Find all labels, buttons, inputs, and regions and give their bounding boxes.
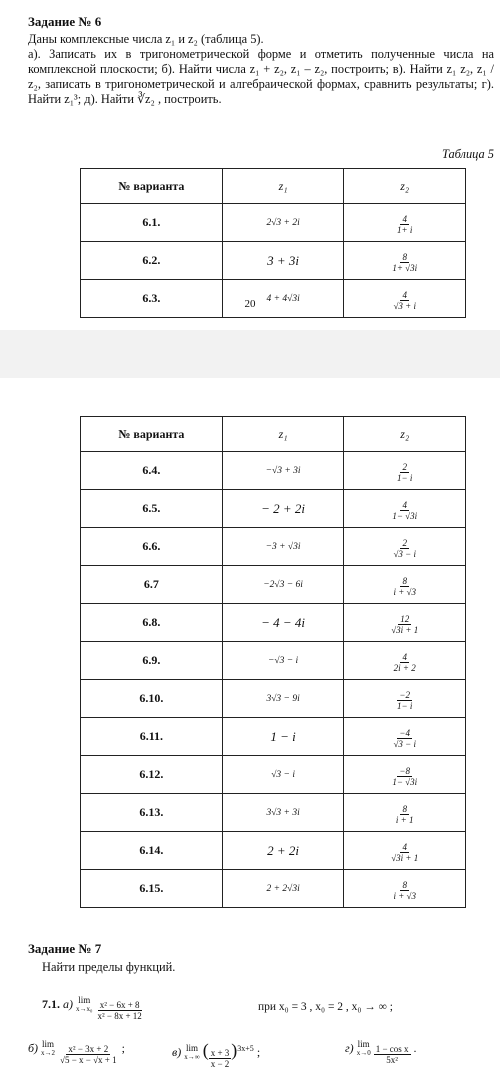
a-label: а) [63, 996, 73, 1011]
g-fraction [374, 1044, 411, 1065]
task7-section [0, 941, 500, 975]
variant-cell: 6.4. [81, 452, 223, 490]
z2-denominator: i + √3 [393, 890, 416, 901]
page-number: 20 [244, 298, 256, 310]
task6-line1: Даны комплексные числа z₁ и z₂ (таблица 5). [28, 32, 264, 46]
z2-denominator: 1− √3i [392, 510, 418, 521]
z2-numerator: 12 [400, 613, 410, 624]
header-variant: № варианта [81, 169, 223, 204]
z2-denominator: √3i + 1 [391, 624, 419, 635]
table-row [81, 204, 466, 242]
z2-denominator: 1− √3i [392, 776, 418, 787]
z1-cell: −√3 + 3i [222, 452, 344, 490]
lim-sub: x→x₀ [76, 1005, 93, 1013]
lim-text: lim [357, 1039, 370, 1049]
z2-cell [344, 718, 466, 756]
variant-cell: 6.8. [81, 604, 223, 642]
z2-fraction [389, 842, 420, 863]
z1-cell: − 4 − 4i [222, 604, 344, 642]
a-num: x² − 6x + 8 [99, 999, 140, 1010]
z1-cell: 3 + 3i [222, 242, 344, 280]
a-den: x² − 8x + 12 [97, 1010, 142, 1021]
variant-cell: 6.14. [81, 832, 223, 870]
z2-cell [344, 204, 466, 242]
variant-cell: 6.3. [81, 280, 223, 318]
z2-numerator: 8 [402, 803, 407, 814]
table-row [81, 566, 466, 604]
z2-cell [344, 832, 466, 870]
table-row [81, 642, 466, 680]
z2-denominator: 2i + 2 [393, 662, 416, 673]
g-label: г) [345, 1040, 354, 1055]
variant-cell: 6.12. [81, 756, 223, 794]
a-fraction [95, 1000, 143, 1021]
variant-cell: 6.7 [81, 566, 223, 604]
z2-numerator: −4 [399, 727, 410, 738]
table5-part1 [80, 168, 466, 318]
lim-text: lim [78, 995, 91, 1005]
z1-cell: −3 + √3i [222, 528, 344, 566]
item-label: 7.1. [42, 996, 60, 1011]
z2-denominator: √3 − i [393, 548, 416, 559]
z2-fraction [395, 214, 414, 235]
limit-v: в) lim x→∞ ( $\frac{x + 3}{x - 2}$ )$^{3x+5}$ ; [172, 1040, 261, 1069]
v-den: x − 2 [210, 1059, 230, 1069]
table-row [81, 718, 466, 756]
z1-cell: − 2 + 2i [222, 490, 344, 528]
z2-fraction [391, 538, 418, 559]
z2-fraction [394, 804, 416, 825]
variant-cell: 6.2. [81, 242, 223, 280]
task7-title: Задание № 7 [28, 941, 102, 956]
variant-cell: 6.9. [81, 642, 223, 680]
z2-numerator: 4 [402, 499, 407, 510]
paren-close: ) [231, 1040, 238, 1060]
z2-denominator: 1+ √3i [392, 262, 418, 273]
z2-fraction [395, 462, 414, 483]
z1-cell: 2 + 2i [222, 832, 344, 870]
z2-cell [344, 642, 466, 680]
v-label: в) [172, 1045, 182, 1059]
table-row [81, 604, 466, 642]
z2-cell [344, 528, 466, 566]
z1-cell: −√3 − i [222, 642, 344, 680]
z2-numerator: 8 [402, 575, 407, 586]
z2-cell [344, 566, 466, 604]
variant-cell: 6.15. [81, 870, 223, 908]
z2-cell [344, 490, 466, 528]
task6-line2: а). Записать их в тригонометрической форме и отметить полученные числа на комплексной плоскости; б). Найти числа z₁ + z₂, z₁ – z₂, построить; в). Найти z₁ z₂, z₁ / z₂, записать в тригонометрической и алгебраической формах, сравнить результаты; г). Найти z₁³; д). Найти ∛z₂ , построить. [28, 47, 494, 106]
z2-denominator: √3 − i [393, 738, 416, 749]
variant-cell: 6.5. [81, 490, 223, 528]
table-row [81, 242, 466, 280]
b-num: x² − 3x + 2 [68, 1043, 109, 1054]
table-row [81, 832, 466, 870]
z2-fraction [395, 690, 414, 711]
table-row [81, 794, 466, 832]
z2-denominator: 1− i [397, 700, 413, 711]
z2-cell [344, 242, 466, 280]
z2-denominator: i + √3 [393, 586, 416, 597]
z2-cell [344, 604, 466, 642]
header-z2: z₂ [344, 169, 466, 204]
limit-b: б) lim x→2 $\frac{\text{x² − 3x + 2}}{√5 - x - √x + 1}$ ; [28, 1039, 125, 1065]
b-den: √5 − x − √x + 1 [60, 1054, 117, 1065]
z2-cell [344, 756, 466, 794]
z2-fraction [391, 880, 418, 901]
z2-denominator: i + 1 [395, 814, 414, 825]
z1-cell: √3 − i [222, 756, 344, 794]
z2-fraction [390, 766, 419, 787]
z2-fraction [390, 500, 419, 521]
z2-fraction [391, 728, 418, 749]
v-num: x + 3 [210, 1048, 230, 1058]
variant-cell: 6.6. [81, 528, 223, 566]
z1-cell: 4 + 4√3i [222, 280, 344, 318]
z2-numerator: 4 [402, 841, 407, 852]
z2-numerator: −2 [399, 689, 410, 700]
lim-text: lim [185, 1043, 198, 1054]
z1-cell: 3√3 − 9i [222, 680, 344, 718]
z1-cell: −2√3 − 6i [222, 566, 344, 604]
paren-open: ( [202, 1040, 209, 1060]
variant-cell: 6.11. [81, 718, 223, 756]
table5-part2 [80, 416, 466, 908]
lim-sub: x→2 [41, 1049, 56, 1057]
g-num: 1 − cos x [375, 1043, 409, 1054]
z2-numerator: −8 [399, 765, 410, 776]
limit-a-condition: при x₀ = 3 , x₀ = 2 , x₀ → ∞ ; [258, 1001, 393, 1013]
table-row [81, 490, 466, 528]
task7-subtitle: Найти пределы функций. [42, 960, 176, 974]
v-fraction [209, 1048, 232, 1069]
page-gap [0, 330, 500, 378]
header-variant: № варианта [81, 417, 223, 452]
task6-section [0, 14, 500, 107]
z2-fraction [389, 614, 420, 635]
z2-numerator: 4 [402, 213, 407, 224]
z2-cell [344, 452, 466, 490]
table-caption: Таблица 5 [442, 147, 494, 161]
b-fraction [58, 1044, 119, 1065]
limit-g: г) lim x→0 $\frac{\text{1 − cos x}}{\text{5x²}}$ . [345, 1039, 417, 1065]
z2-numerator: 4 [402, 651, 407, 662]
z2-fraction [392, 652, 418, 673]
z2-cell [344, 680, 466, 718]
lim-text: lim [42, 1039, 55, 1049]
header-z1: z₁ [222, 417, 344, 452]
variant-cell: 6.10. [81, 680, 223, 718]
v-power: 3x+5 [237, 1044, 254, 1053]
g-den: 5x² [386, 1054, 398, 1065]
z2-cell [344, 870, 466, 908]
header-z1: z₁ [222, 169, 344, 204]
header-z2: z₂ [344, 417, 466, 452]
table-row [81, 452, 466, 490]
z2-numerator: 8 [402, 879, 407, 890]
z1-cell: 3√3 + 3i [222, 794, 344, 832]
table-row [81, 756, 466, 794]
z2-fraction [391, 576, 418, 597]
lim-sub: x→∞ [184, 1053, 200, 1062]
table-row [81, 870, 466, 908]
table-row [81, 680, 466, 718]
z2-cell [344, 794, 466, 832]
z1-cell: 2 + 2√3i [222, 870, 344, 908]
variant-cell: 6.13. [81, 794, 223, 832]
table-row [81, 528, 466, 566]
lim-sub: x→0 [356, 1049, 371, 1057]
z2-numerator: 2 [402, 537, 407, 548]
z2-denominator: 1+ i [397, 224, 413, 235]
limit-a [42, 996, 144, 1021]
z1-cell: 2√3 + 2i [222, 204, 344, 242]
z2-numerator: 4 [402, 289, 407, 300]
z2-denominator: √3 + i [393, 300, 416, 311]
z2-numerator: 8 [402, 251, 407, 262]
variant-cell: 6.1. [81, 204, 223, 242]
z2-denominator: √3i + 1 [391, 852, 419, 863]
b-label: б) [28, 1040, 39, 1055]
z2-fraction [390, 252, 419, 273]
z1-cell: 1 − i [222, 718, 344, 756]
z2-denominator: 1− i [397, 472, 413, 483]
task6-title: Задание № 6 [28, 14, 102, 29]
z2-numerator: 2 [402, 461, 407, 472]
